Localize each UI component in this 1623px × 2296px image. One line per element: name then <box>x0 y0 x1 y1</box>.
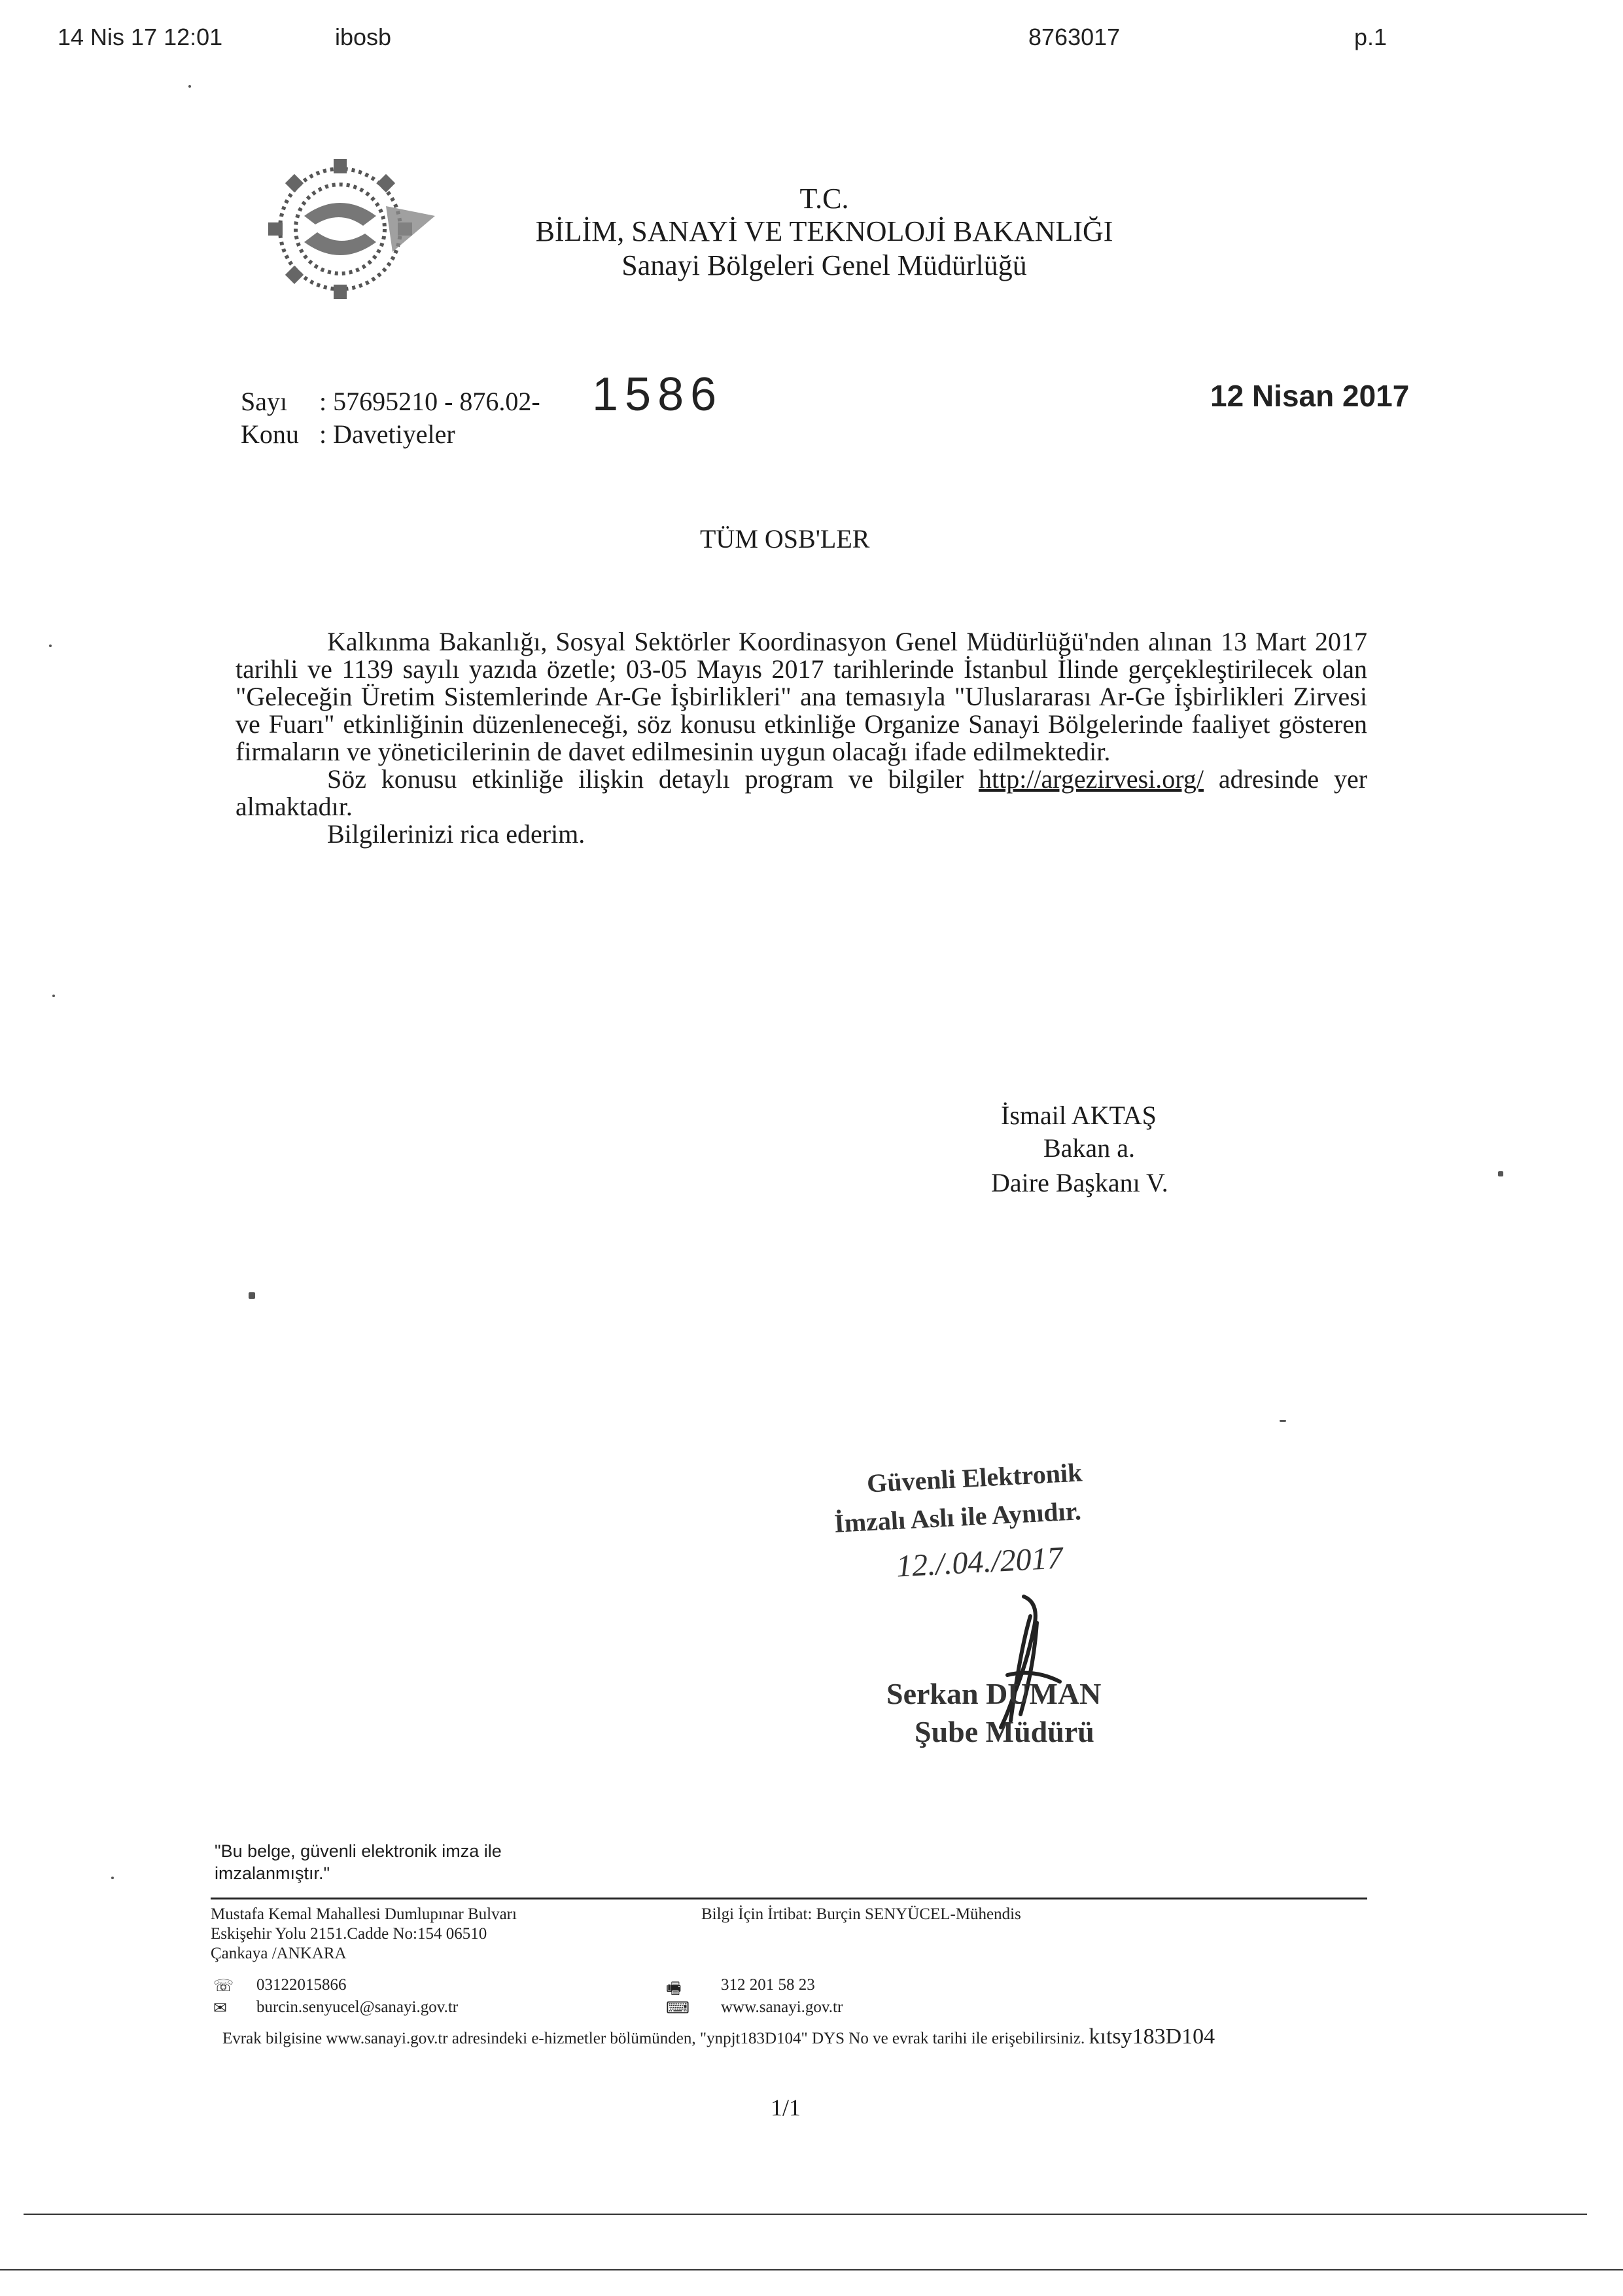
signatory-name: İsmail AKTAŞ <box>1001 1101 1157 1130</box>
letter-date: 12 Nisan 2017 <box>1210 379 1410 413</box>
handwritten-signature <box>975 1590 1073 1734</box>
fax-icon: 🖷 <box>666 1980 682 1998</box>
sayi-value: : 57695210 - 876.02- <box>319 387 540 416</box>
scan-speck <box>1280 1420 1286 1422</box>
email-address[interactable]: burcin.senyucel@sanayi.gov.tr <box>256 1998 459 2016</box>
sayi-label: Sayı <box>241 387 288 416</box>
address-line-2: Eskişehir Yolu 2151.Cadde No:154 06510 <box>211 1925 487 1943</box>
scan-speck <box>111 1877 114 1879</box>
email-icon: ✉ <box>213 2000 227 2017</box>
footer-divider <box>211 1898 1367 1899</box>
fax-sender: ibosb <box>335 24 392 50</box>
contact-person: Bilgi İçin İrtibat: Burçin SENYÜCEL-Mühendis <box>701 1905 1021 1923</box>
stamp-date: 12./.04./2017 <box>895 1540 1064 1584</box>
stamp-line-1: Güvenli Elektronik <box>866 1457 1083 1498</box>
body-paragraph-1: Kalkınma Bakanlığı, Sosyal Sektörler Koordinasyon Genel Müdürlüğü'nden alınan 13 Mart 2017 tarihli ve 1139 sayılı yazıda özetle; 03-05 Mayıs 2017 tarihlerinde İstanbul İlinde gerçekleştirilecek olan "Geleceğin Üretim Sistemlerinde Ar-Ge İşbirlikleri" ana temasıyla "Uluslararası Ar-Ge İşbirlikleri Zirvesi ve Fuarı" etkinliğinin düzenleneceği, söz konusu etkinliğe Organize Sanayi Bölgelerinde faaliyet gösteren firmaların ve yöneticilerinin de davet edilmesinin uygun olacağı ifade edilmektedir. <box>236 627 1367 766</box>
stamp-line-2: İmzalı Aslı ile Aynıdır. <box>833 1496 1082 1538</box>
body-paragraph-2-text: Söz konusu etkinliğe ilişkin detaylı program ve bilgiler <box>327 764 964 794</box>
stamp-name: Serkan DUMAN <box>886 1677 1102 1710</box>
signatory-title: Daire Başkanı V. <box>991 1168 1168 1197</box>
ministry-logo <box>242 154 438 304</box>
body-paragraph-2-tail: adresinde yer almaktadır. <box>236 764 1368 821</box>
letterhead-tc: T.C. <box>799 183 849 215</box>
fax-number: 8763017 <box>1028 24 1121 50</box>
verification-text <box>222 2024 1361 2051</box>
letterhead-ministry: BİLİM, SANAYİ VE TEKNOLOJİ BAKANLIĞI <box>535 215 1113 247</box>
verification-sentence: Evrak bilgisine www.sanayi.gov.tr adresindeki e-hizmetler bölümünden, "ynpjt183D104" DYS No ve evrak tarihi ile erişebilirsiniz. <box>222 2030 1085 2047</box>
fax-datetime: 14 Nis 17 12:01 <box>58 24 223 50</box>
address-line-3: Çankaya /ANKARA <box>211 1945 347 1962</box>
body-paragraph-2 <box>236 766 1367 821</box>
website[interactable]: www.sanayi.gov.tr <box>721 1998 843 2016</box>
sayi-number: 1586 <box>592 368 724 421</box>
letterhead-directorate: Sanayi Bölgeleri Genel Müdürlüğü <box>621 249 1027 281</box>
phone-icon: ☏ <box>213 1977 234 1995</box>
web-icon: ⌨ <box>666 2000 690 2017</box>
address-line-1: Mustafa Kemal Mahallesi Dumlupınar Bulvarı <box>211 1905 517 1923</box>
stamp-title: Şube Müdürü <box>915 1715 1094 1748</box>
scan-speck <box>52 995 55 997</box>
konu-value: : Davetiyeler <box>319 419 455 449</box>
esign-note: "Bu belge, güvenli elektronik imza ile imzalanmıştır." <box>215 1841 502 1883</box>
fax-bottom-edge <box>0 2269 1623 2270</box>
signatory-capacity: Bakan a. <box>1043 1133 1135 1163</box>
recipient: TÜM OSB'LER <box>700 524 870 554</box>
phone-number: 03122015866 <box>256 1976 347 1994</box>
fax-bottom-rule <box>24 2214 1587 2215</box>
scan-speck <box>1498 1171 1503 1176</box>
letter-body <box>236 628 1367 848</box>
document-code: kıtsy183D104 <box>1089 2024 1215 2049</box>
fax-page: p.1 <box>1354 24 1387 50</box>
scan-speck <box>249 1292 255 1299</box>
scan-speck <box>188 85 191 88</box>
event-website-link[interactable]: http://argezirvesi.org/ <box>978 764 1204 794</box>
fax-number-footer: 312 201 58 23 <box>721 1976 815 1994</box>
body-paragraph-3: Bilgilerinizi rica ederim. <box>327 819 585 849</box>
scan-speck <box>49 645 52 647</box>
konu-label: Konu <box>241 419 299 449</box>
page-number: 1/1 <box>771 2094 801 2121</box>
